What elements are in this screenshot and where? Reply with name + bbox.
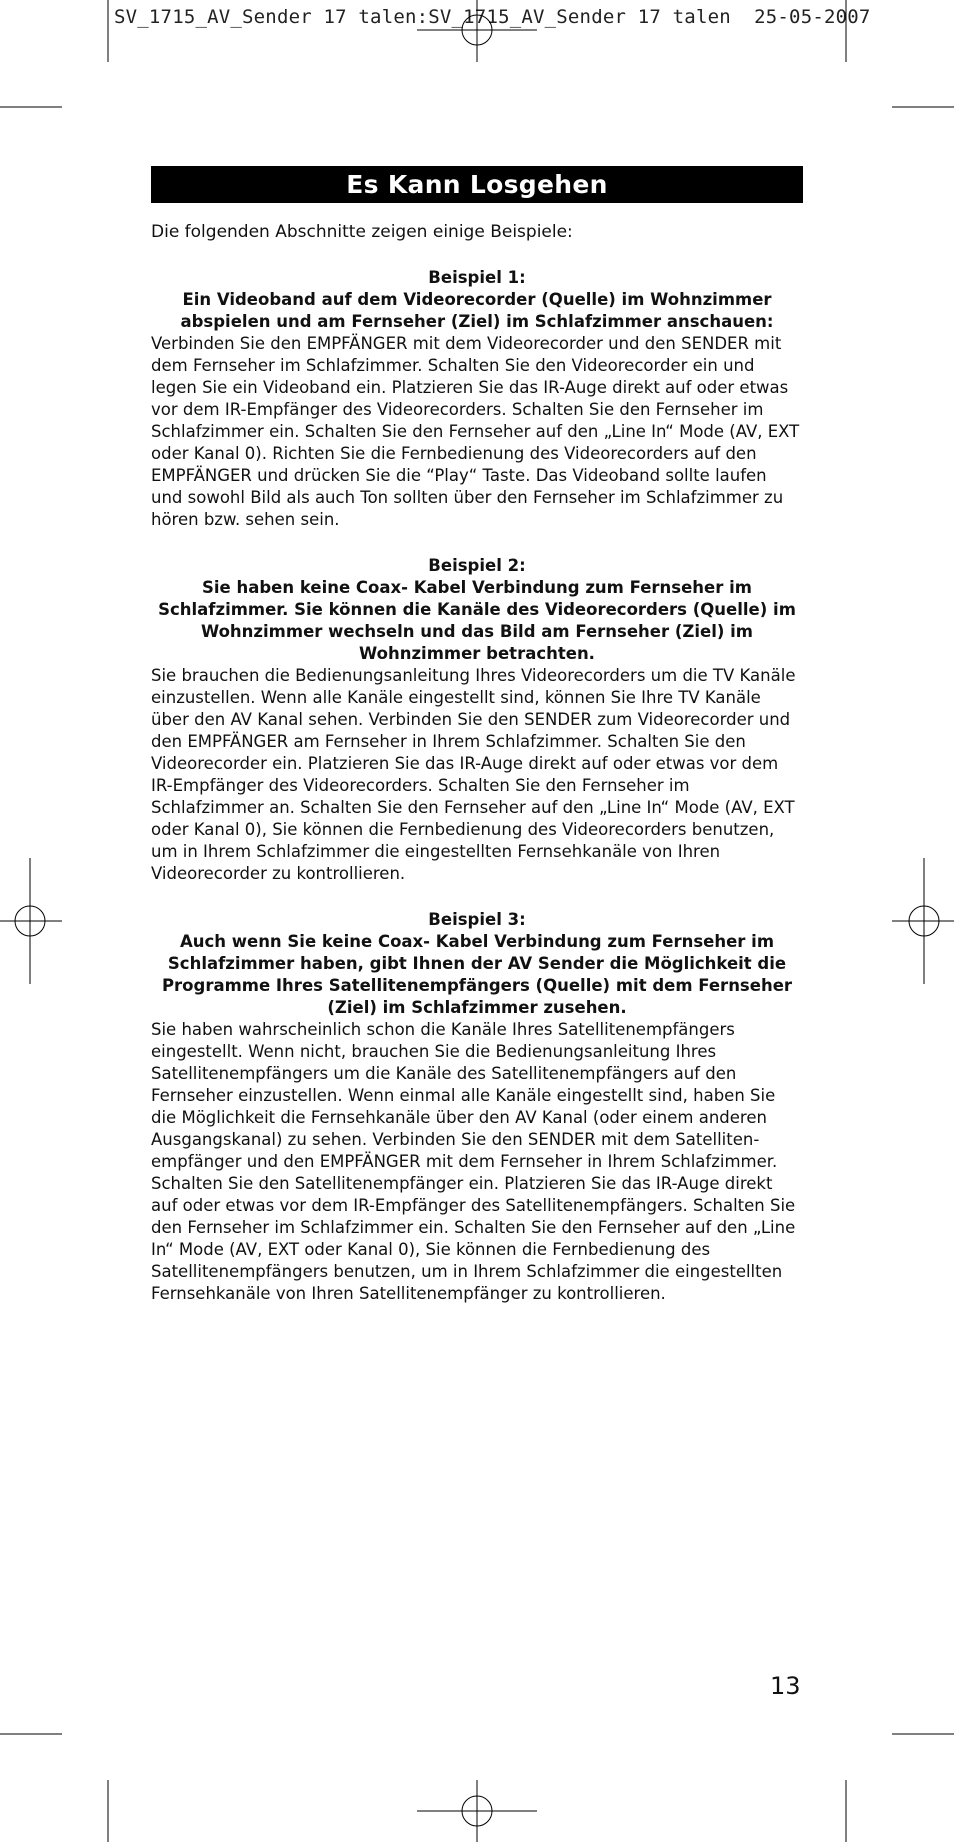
page-number: 13 — [770, 1672, 801, 1700]
example-label: Beispiel 3: — [428, 910, 526, 929]
example-heading: Auch wenn Sie keine Coax- Kabel Verbindung zum Fernseher im Schlafzimmer haben, gibt Ihnen der AV Sender die Möglichkeit die Programme Ihres Satellitenempfängers (Quelle) mit dem Fernseher (Ziel) im Schlafzimmer zusehen. — [161, 932, 793, 1017]
registration-mark-right — [892, 858, 954, 984]
example-heading: Sie haben keine Coax- Kabel Verbindung zum Fernseher im Schlafzimmer. Sie können die Kanäle des Videorecorders (Quelle) im Wohnzimmer wechseln und das Bild am Fernseher (Ziel) im Wohnzimmer betrachten. — [158, 578, 796, 663]
example-3 — [151, 909, 803, 1305]
intro-text: Die folgenden Abschnitte zeigen einige Beispiele: — [151, 222, 573, 242]
page-title: Es Kann Losgehen — [151, 166, 803, 203]
example-body: Sie haben wahrscheinlich schon die Kanäle Ihres Satellitenempfängers eingestellt. Wenn nicht, brauchen Sie die Bedienungsanleitung Ihres Satellitenempfängers um die Kanäle des Satellitenempfängers auf den Fernseher einzustellen. Wenn einmal alle Kanäle eingestellt sind, haben Sie die Möglichkeit die Fernsehkanäle über den AV Kanal (oder einem anderen Ausgangskanal) zu sehen. Verbinden Sie den SENDER mit dem Satelliten-empfänger und den EMPFÄNGER mit dem Fernseher in Ihrem Schlafzimmer. Schalten Sie den Satellitenempfänger ein. Platzieren Sie das IR-Auge direkt auf oder etwas vor dem IR-Empfänger des Satellitenempfängers. Schalten Sie den Fernseher im Schlafzimmer ein. Schalten Sie den Fernseher auf den „Line In“ Mode (AV, EXT oder Kanal 0), Sie können die Fernbedienung des Satellitenempfängers benutzen, um in Ihrem Schlafzimmer die eingestellten Fernsehkanäle von Ihren Satellitenempfänger zu kontrollieren. — [151, 1020, 796, 1303]
example-label: Beispiel 1: — [428, 268, 526, 287]
printer-slug-line: SV_1715_AV_Sender 17 talen:SV_1715_AV_Sender 17 talen 25-05-2007 — [114, 6, 871, 28]
registration-mark-left — [0, 858, 62, 984]
page-content — [151, 166, 803, 1305]
example-2 — [151, 555, 803, 885]
example-body: Sie brauchen die Bedienungsanleitung Ihres Videorecorders um die TV Kanäle einzustellen. Wenn alle Kanäle eingestellt sind, können Sie Ihre TV Kanäle über den AV Kanal sehen. Verbinden Sie den SENDER zum Videorecorder und den EMPFÄNGER am Fernseher in Ihrem Schlafzimmer. Schalten Sie den Videorecorder ein. Platzieren Sie das IR-Auge direkt auf oder etwas vor dem IR-Empfänger des Videorecorders. Schalten Sie den Fernseher im Schlafzimmer an. Schalten Sie den Fernseher auf den „Line In“ Mode (AV, EXT oder Kanal 0), Sie können die Fernbedienung des Videorecorders benutzen, um in Ihrem Schlafzimmer die eingestellten Fernsehkanäle von Ihren Videorecorder zu kontrollieren. — [151, 666, 796, 883]
example-label: Beispiel 2: — [428, 556, 526, 575]
registration-mark-bottom — [417, 1780, 537, 1842]
example-1 — [151, 267, 803, 531]
example-body: Verbinden Sie den EMPFÄNGER mit dem Videorecorder und den SENDER mit dem Fernseher im Schlafzimmer. Schalten Sie den Videorecorder ein und legen Sie ein Videoband ein. Platzieren Sie das IR-Auge direkt auf oder etwas vor dem IR-Empfänger des Videorecorders. Schalten Sie den Fernseher im Schlafzimmer ein. Schalten Sie den Fernseher auf den „Line In“ Mode (AV, EXT oder Kanal 0). Richten Sie die Fernbedienung des Videorecorders auf den EMPFÄNGER und drücken Sie die “Play“ Taste. Das Videoband sollte laufen und sowohl Bild als auch Ton sollten über den Fernseher im Schlafzimmer zu hören bzw. sehen sein. — [151, 334, 800, 529]
example-heading: Ein Videoband auf dem Videorecorder (Quelle) im Wohnzimmer abspielen und am Fernseher (Ziel) im Schlafzimmer anschauen: — [180, 290, 774, 331]
